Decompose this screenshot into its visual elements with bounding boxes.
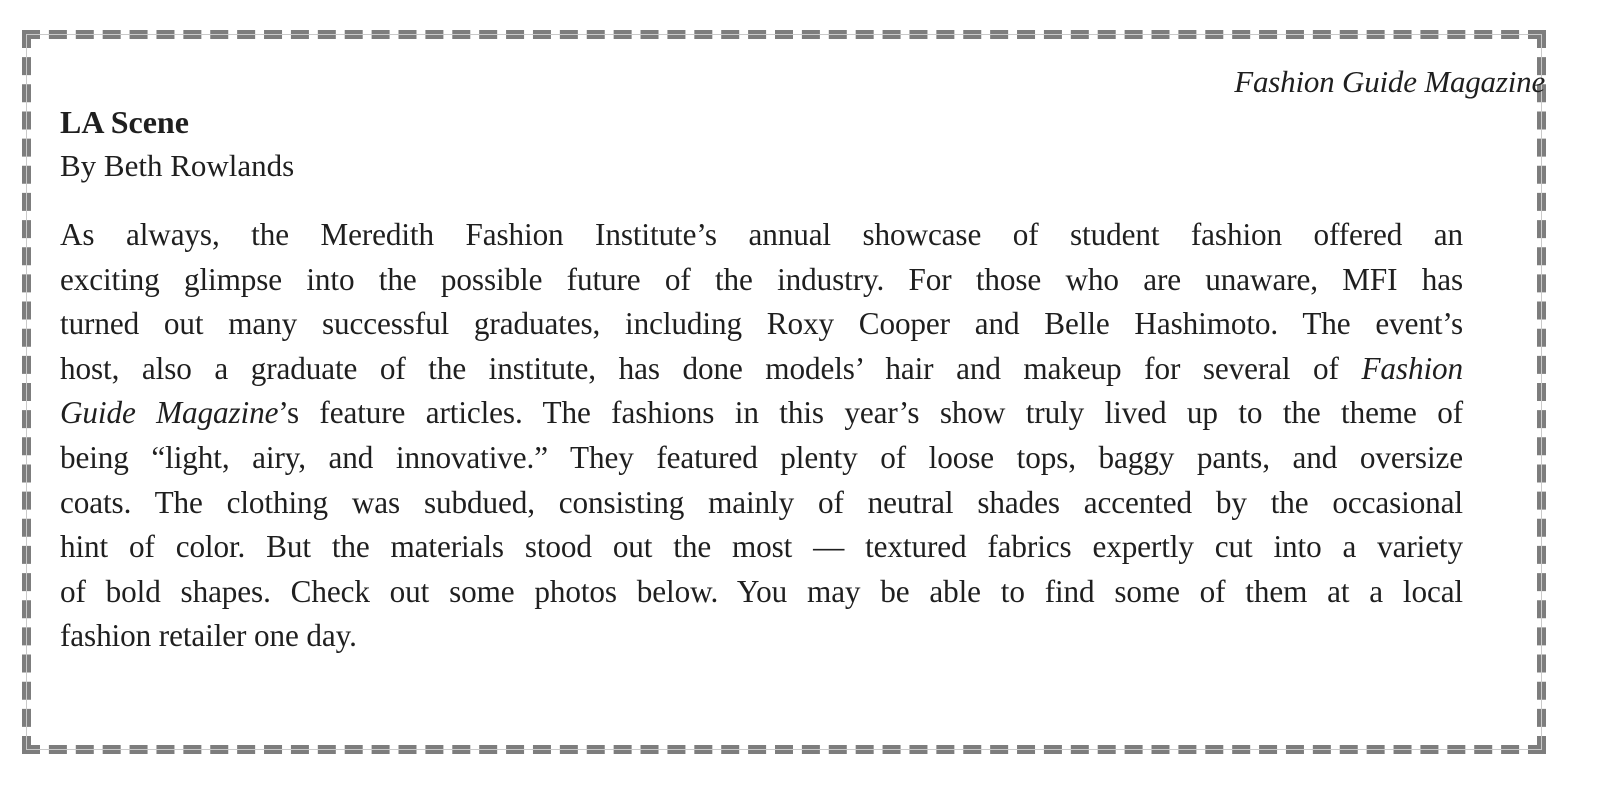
body-line-4-text: host, also a graduate of the institute, has done models’ hair and makeup for several of (60, 350, 1339, 386)
body-line-3: turned out many successful graduates, including Roxy Cooper and Belle Hashimoto. The event’s (60, 306, 1463, 342)
body-line-1: As always, the Meredith Fashion Institute’s annual showcase of student fashion offered an (60, 217, 1463, 252)
body-line-5 (60, 391, 1463, 436)
magazine-name: Fashion Guide Magazine (1234, 64, 1545, 99)
body-line-9: of bold shapes. Check out some photos below. You may be able to find some of them at a local (60, 573, 1463, 609)
magazine-ref-part-1: Fashion (1361, 350, 1463, 386)
body-line-2: exciting glimpse into the possible future of the industry. For those who are unaware, MFI has (60, 261, 1463, 297)
article-title: LA Scene (60, 104, 189, 140)
body-line-7: coats. The clothing was subdued, consisting mainly of neutral shades accented by the occasional (60, 484, 1463, 520)
body-line-6: being “light, airy, and innovative.” They featured plenty of loose tops, baggy pants, and oversize (60, 439, 1463, 475)
body-line-10: fashion retailer one day. (60, 618, 357, 654)
article-body (60, 213, 1463, 659)
body-line-5-text: ’s feature articles. The fashions in this year’s show truly lived up to the theme of (278, 395, 1463, 431)
body-line-8: hint of color. But the materials stood out the most — textured fabrics expertly cut into a variety (60, 529, 1463, 565)
magazine-ref-part-2: Guide Magazine (60, 395, 279, 431)
article-byline: By Beth Rowlands (60, 148, 295, 183)
body-line-4 (60, 347, 1463, 392)
